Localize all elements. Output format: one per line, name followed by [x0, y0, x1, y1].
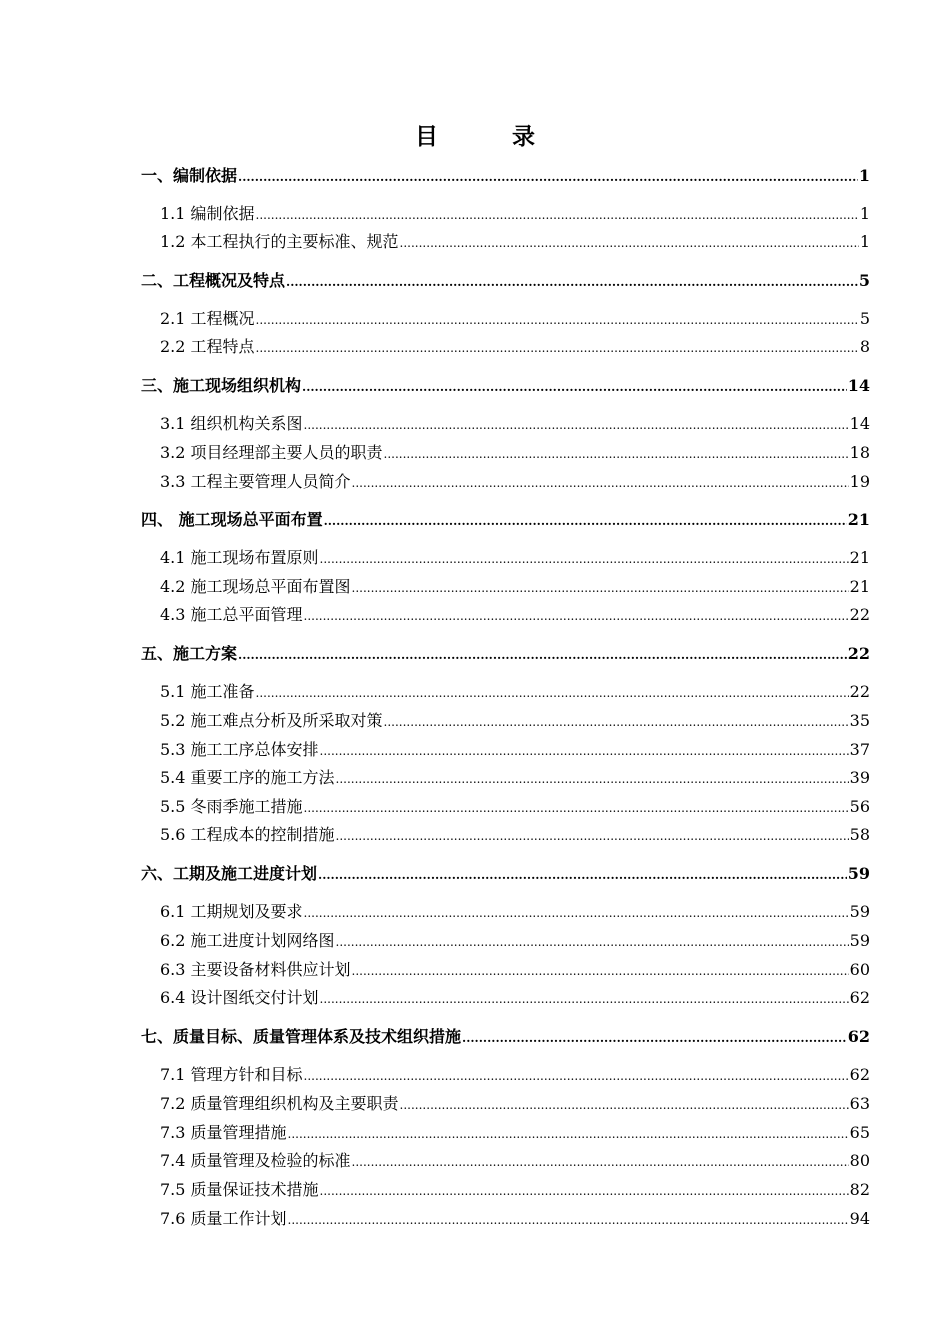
- toc-section-row[interactable]: [160, 412, 870, 436]
- toc-page-number: 65: [849, 1123, 870, 1142]
- toc-section-row[interactable]: [160, 1178, 870, 1202]
- toc-section-row[interactable]: [160, 202, 870, 226]
- toc-section-row[interactable]: [160, 575, 870, 599]
- toc-title-char-2: 录: [512, 123, 535, 150]
- toc-dot-leader: [400, 231, 859, 255]
- toc-entry-title[interactable]: 5.3 施工工序总体安排: [160, 740, 319, 759]
- toc-entry-title[interactable]: 5.5 冬雨季施工措施: [160, 797, 303, 816]
- toc-dot-leader: [352, 576, 849, 600]
- toc-dot-leader: [304, 1064, 849, 1088]
- toc-dot-leader: [304, 901, 849, 925]
- toc-page-number: 21: [849, 577, 870, 596]
- toc-page-number: 62: [849, 1065, 870, 1084]
- toc-entry-title[interactable]: 7.5 质量保证技术措施: [160, 1180, 319, 1199]
- toc-chapter-row[interactable]: [141, 269, 870, 293]
- toc-dot-leader: [256, 336, 859, 360]
- toc-page-number: 1: [859, 232, 870, 251]
- toc-entry-title[interactable]: 六、工期及施工进度计划: [141, 864, 318, 883]
- toc-page-number: 8: [859, 337, 870, 356]
- toc-entry-title[interactable]: 4.1 施工现场布置原则: [160, 548, 319, 567]
- toc-dot-leader: [320, 1179, 849, 1203]
- toc-page-number: 1: [858, 166, 870, 185]
- toc-dot-leader: [320, 547, 849, 571]
- toc-dot-leader: [288, 1208, 849, 1232]
- toc-section-row[interactable]: [160, 795, 870, 819]
- toc-page-number: 59: [847, 864, 870, 883]
- toc-dot-leader: [304, 413, 849, 437]
- toc-dot-leader: [286, 270, 858, 294]
- toc-entry-title[interactable]: 一、编制依据: [141, 166, 238, 185]
- toc-entry-title[interactable]: 四、 施工现场总平面布置: [141, 510, 323, 529]
- toc-section-row[interactable]: [160, 1063, 870, 1087]
- toc-chapter-row[interactable]: [141, 1025, 870, 1049]
- toc-title-char-1: 目: [415, 123, 438, 150]
- toc-chapter-row[interactable]: [141, 374, 870, 398]
- toc-section-row[interactable]: [160, 709, 870, 733]
- toc-page-number: 59: [849, 902, 870, 921]
- toc-entry-title[interactable]: 1.2 本工程执行的主要标准、规范: [160, 232, 399, 251]
- toc-page-number: 80: [849, 1151, 870, 1170]
- toc-entry-title[interactable]: 3.3 工程主要管理人员简介: [160, 472, 351, 491]
- toc-chapter-row[interactable]: [141, 862, 870, 886]
- toc-entry-title[interactable]: 6.3 主要设备材料供应计划: [160, 960, 351, 979]
- toc-page-number: 62: [849, 988, 870, 1007]
- toc-entry-title[interactable]: 7.1 管理方针和目标: [160, 1065, 303, 1084]
- toc-page-number: 22: [849, 605, 870, 624]
- toc-entry-title[interactable]: 5.2 施工难点分析及所采取对策: [160, 711, 383, 730]
- toc-section-row[interactable]: [160, 1092, 870, 1116]
- toc-dot-leader: [238, 165, 858, 189]
- toc-entry-title[interactable]: 1.1 编制依据: [160, 204, 255, 223]
- toc-section-row[interactable]: [160, 766, 870, 790]
- toc-entry-title[interactable]: 7.2 质量管理组织机构及主要职责: [160, 1094, 399, 1113]
- toc-page-number: 19: [849, 472, 870, 491]
- toc-page-number: 1: [859, 204, 870, 223]
- toc-page-number: 94: [849, 1209, 870, 1228]
- toc-entry-title[interactable]: 二、工程概况及特点: [141, 271, 286, 290]
- toc-dot-leader: [336, 824, 849, 848]
- toc-page-number: 59: [849, 931, 870, 950]
- toc-page-number: 63: [849, 1094, 870, 1113]
- toc-page-number: 5: [859, 309, 870, 328]
- toc-entry-title[interactable]: 5.4 重要工序的施工方法: [160, 768, 335, 787]
- toc-entry-title[interactable]: 5.6 工程成本的控制措施: [160, 825, 335, 844]
- toc-page-number: 56: [849, 797, 870, 816]
- toc-dot-leader: [256, 203, 859, 227]
- toc-dot-leader: [288, 1122, 849, 1146]
- toc-dot-leader: [304, 796, 849, 820]
- toc-entry-title[interactable]: 6.4 设计图纸交付计划: [160, 988, 319, 1007]
- toc-section-row[interactable]: [160, 335, 870, 359]
- toc-dot-leader: [384, 442, 849, 466]
- toc-dot-leader: [400, 1093, 849, 1117]
- toc-section-row[interactable]: [160, 958, 870, 982]
- toc-section-row[interactable]: [160, 986, 870, 1010]
- toc-page-number: 39: [849, 768, 870, 787]
- toc-dot-leader: [352, 959, 849, 983]
- toc-entry-title[interactable]: 6.2 施工进度计划网络图: [160, 931, 335, 950]
- toc-dot-leader: [352, 1150, 849, 1174]
- toc-chapter-row[interactable]: [141, 642, 870, 666]
- toc-page-number: 82: [849, 1180, 870, 1199]
- toc-entry-title[interactable]: 3.2 项目经理部主要人员的职责: [160, 443, 383, 462]
- toc-page-number: 21: [849, 548, 870, 567]
- toc-dot-leader: [238, 643, 847, 667]
- toc-section-row[interactable]: [160, 470, 870, 494]
- toc-dot-leader: [302, 375, 847, 399]
- toc-entry-title[interactable]: 7.4 质量管理及检验的标准: [160, 1151, 351, 1170]
- toc-page-number: 62: [847, 1027, 870, 1046]
- toc-page-number: 18: [849, 443, 870, 462]
- toc-section-row[interactable]: [160, 1149, 870, 1173]
- toc-section-row[interactable]: [160, 307, 870, 331]
- toc-entry-title[interactable]: 七、质量目标、质量管理体系及技术组织措施: [141, 1027, 462, 1046]
- toc-page-number: 14: [849, 414, 870, 433]
- toc-entry-title[interactable]: 6.1 工期规划及要求: [160, 902, 303, 921]
- toc-entry-title[interactable]: 三、施工现场组织机构: [141, 376, 302, 395]
- toc-dot-leader: [324, 509, 847, 533]
- toc-section-row[interactable]: [160, 230, 870, 254]
- toc-dot-leader: [336, 930, 849, 954]
- toc-dot-leader: [320, 987, 849, 1011]
- toc-entry-title[interactable]: 3.1 组织机构关系图: [160, 414, 303, 433]
- toc-dot-leader: [256, 681, 849, 705]
- toc-entry-title[interactable]: 2.1 工程概况: [160, 309, 255, 328]
- toc-section-row[interactable]: [160, 1207, 870, 1231]
- toc-page-number: 22: [849, 682, 870, 701]
- toc-dot-leader: [320, 739, 849, 763]
- toc-dot-leader: [304, 604, 849, 628]
- toc-section-row[interactable]: [160, 929, 870, 953]
- toc-dot-leader: [352, 471, 849, 495]
- toc-entry-title[interactable]: 4.2 施工现场总平面布置图: [160, 577, 351, 596]
- toc-page-number: 58: [849, 825, 870, 844]
- toc-chapter-row[interactable]: [141, 164, 870, 188]
- toc-dot-leader: [256, 308, 859, 332]
- toc-page-number: 35: [849, 711, 870, 730]
- toc-entry-title[interactable]: 5.1 施工准备: [160, 682, 255, 701]
- toc-section-row[interactable]: [160, 900, 870, 924]
- toc-chapter-row[interactable]: [141, 508, 870, 532]
- toc-entry-title[interactable]: 4.3 施工总平面管理: [160, 605, 303, 624]
- toc-entry-title[interactable]: 7.3 质量管理措施: [160, 1123, 287, 1142]
- toc-page-number: 21: [847, 510, 870, 529]
- toc-section-row[interactable]: [160, 441, 870, 465]
- toc-section-row[interactable]: [160, 738, 870, 762]
- toc-section-row[interactable]: [160, 1121, 870, 1145]
- toc-dot-leader: [336, 767, 849, 791]
- toc-entry-title[interactable]: 7.6 质量工作计划: [160, 1209, 287, 1228]
- toc-dot-leader: [462, 1026, 847, 1050]
- toc-dot-leader: [318, 863, 847, 887]
- toc-page-number: 22: [847, 644, 870, 663]
- toc-page-number: 5: [858, 271, 870, 290]
- toc-entry-title[interactable]: 2.2 工程特点: [160, 337, 255, 356]
- toc-page-number: 60: [849, 960, 870, 979]
- toc-dot-leader: [384, 710, 849, 734]
- toc-section-row[interactable]: [160, 680, 870, 704]
- toc-page-number: 37: [849, 740, 870, 759]
- toc-page-number: 14: [847, 376, 870, 395]
- toc-entry-title[interactable]: 五、施工方案: [141, 644, 238, 663]
- toc-section-row[interactable]: [160, 823, 870, 847]
- toc-section-row[interactable]: [160, 546, 870, 570]
- toc-section-row[interactable]: [160, 603, 870, 627]
